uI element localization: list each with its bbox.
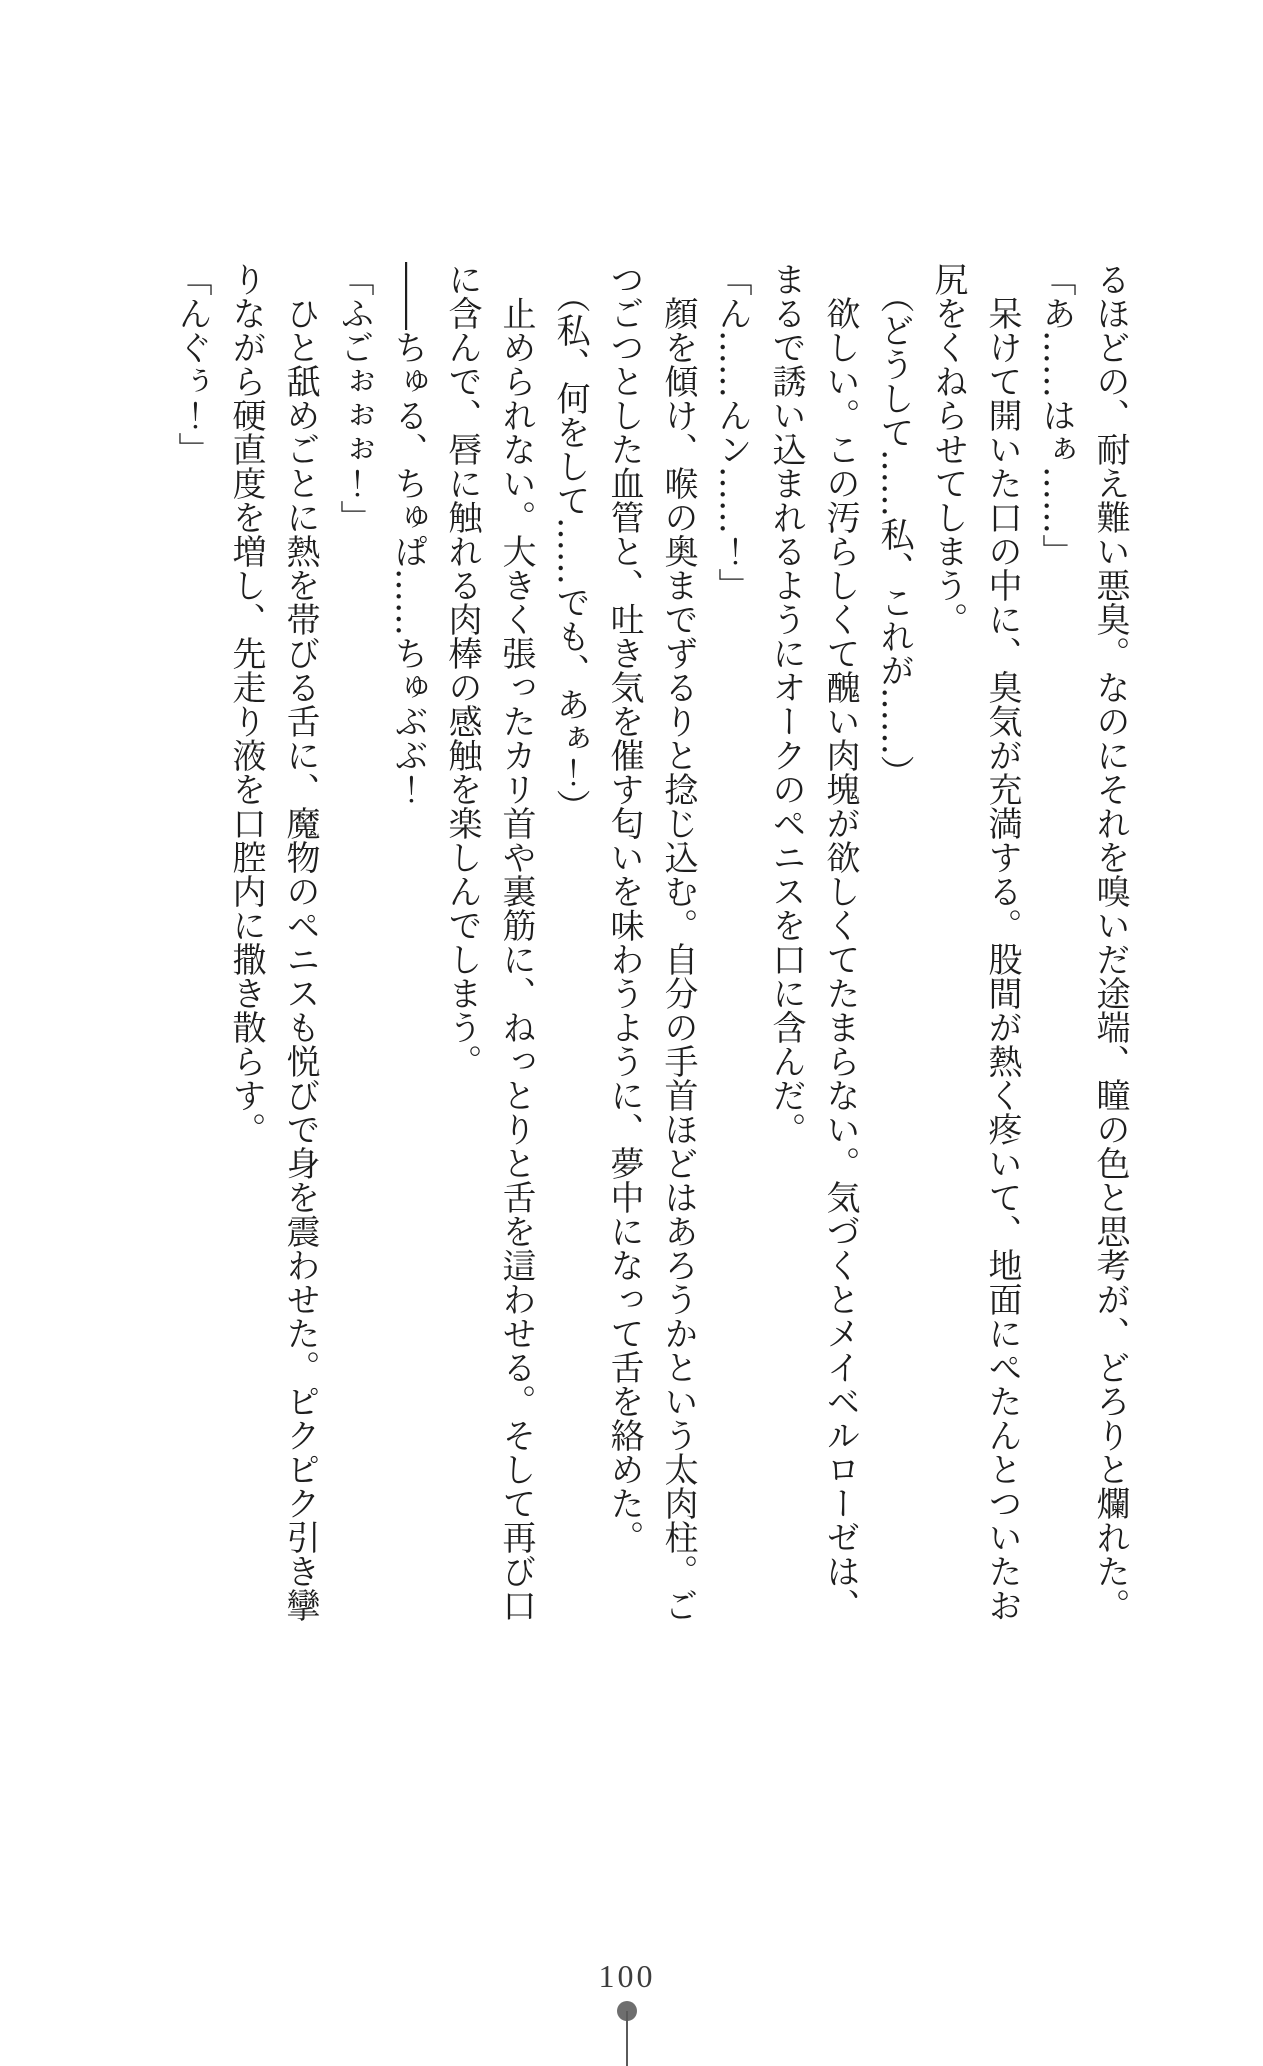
text-line: りながら硬直度を増し、先走り液を口腔内に撒き散らす。 — [226, 262, 266, 1146]
text-line: 欲しい。この汚らしくて醜い肉塊が欲しくてたまらない。気づくとメイベルローゼは、 — [820, 262, 860, 1622]
text-line: に含んで、唇に触れる肉棒の感触を楽しんでしまう。 — [442, 262, 482, 1078]
text-line: 「んぐぅ！」 — [172, 262, 212, 466]
footer-marker-line — [626, 2011, 628, 2066]
text-block — [165, 262, 1137, 1632]
text-line: 顔を傾け、喉の奥までずるりと捻じ込む。自分の手首ほどはあろうかという太肉柱。ご — [658, 262, 698, 1622]
footer — [0, 1958, 1254, 1995]
text-line: （私、何をして……でも、あぁ！） — [550, 262, 590, 823]
text-line: ――ちゅる、ちゅぱ……ちゅぶぶ！ — [388, 262, 428, 806]
text-line: まるで誘い込まれるようにオークのペニスを口に含んだ。 — [766, 262, 806, 1146]
text-line: 止められない。大きく張ったカリ首や裏筋に、ねっとりと舌を這わせる。そして再び口 — [496, 262, 536, 1622]
text-line: つごつとした血管と、吐き気を催す匂いを味わうように、夢中になって舌を絡めた。 — [604, 262, 644, 1554]
text-line: 「ん……んン……！」 — [712, 262, 752, 602]
text-line: 尻をくねらせてしまう。 — [928, 262, 968, 636]
page-number: 100 — [598, 1958, 656, 1994]
text-line: 「あ……はぁ……」 — [1036, 262, 1076, 568]
text-line: 「ふごぉぉぉ！」 — [334, 262, 374, 534]
text-line: ひと舐めごとに熱を帯びる舌に、魔物のペニスも悦びで身を震わせた。ピクピク引き攣 — [280, 262, 320, 1622]
text-line: るほどの、耐え難い悪臭。なのにそれを嗅いだ途端、瞳の色と思考が、どろりと爛れた。 — [1090, 262, 1130, 1622]
text-line: （どうして……私、これが……） — [874, 262, 914, 789]
text-line: 呆けて開いた口の中に、臭気が充満する。股間が熱く疼いて、地面にぺたんとついたお — [982, 262, 1022, 1622]
